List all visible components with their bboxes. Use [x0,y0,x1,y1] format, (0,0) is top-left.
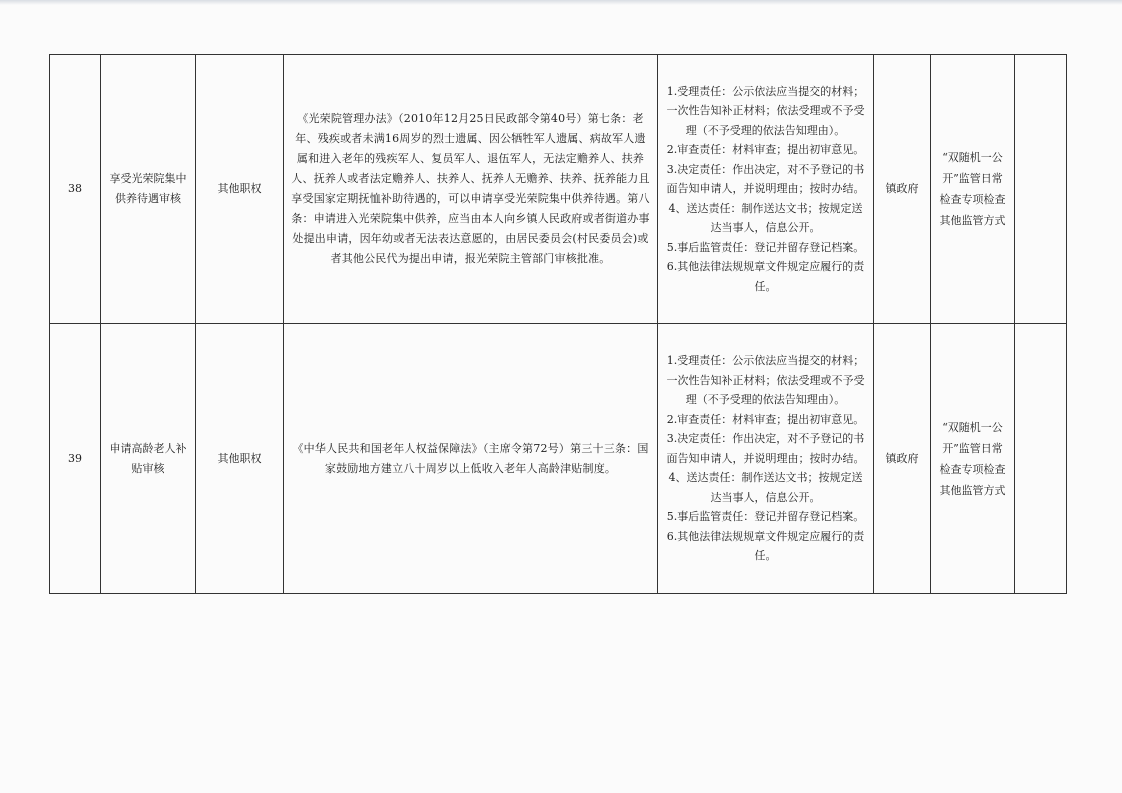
item-name: 申请高龄老人补贴审核 [101,324,196,594]
power-type: 其他职权 [196,55,284,324]
responsibility-item: 6.其他法律法规规章文件规定应履行的责任。 [666,529,865,563]
power-type: 其他职权 [196,324,284,594]
supervision-method: “双随机一公开”监管日常检查专项检查其他监管方式 [931,324,1015,594]
remark-cell [1015,55,1067,324]
item-name: 享受光荣院集中供养待遇审核 [101,55,196,324]
supervision-method: “双随机一公开”监管日常检查专项检查其他监管方式 [931,55,1015,324]
responsibility-item: 6.其他法律法规规章文件规定应履行的责任。 [666,260,865,293]
responsibility-item: 5.事后监管责任：登记并留存登记档案。 [666,510,865,524]
responsibility-list [658,324,874,594]
responsibility-item: 4、送达责任：制作送达文书；按规定送达当事人，信息公开。 [668,471,863,504]
legal-basis: 《光荣院管理办法》（2010年12月25日民政部令第40号）第七条：老年、残疾或者未满16周岁的烈士遗属、因公牺牲军人遗属、病故军人遗属和进入老年的残疾军人、复员军人、退伍军人，无法定赡养人、扶养人、抚养人或者法定赡养人、扶养人、抚养人无赡养、扶养、抚养能力且享受国家定期抚恤补助待遇的，可以申请享受光荣院集中供养待遇。第八条：申请进入光荣院集中供养，应当由本人向乡镇人民政府或者街道办事处提出申请，因年幼或者无法表达意愿的，由居民委员会(村民委员会)或者其他公民代为提出申请，报光荣院主管部门审核批准。 [284,55,658,324]
responsibility-item: 3.决定责任：作出决定，对不予登记的书面告知申请人，并说明理由；按时办结。 [666,162,865,196]
row-number: 39 [50,324,101,594]
legal-basis: 《中华人民共和国老年人权益保障法》（主席令第72号）第三十三条：国家鼓励地方建立八十周岁以上低收入老年人高龄津贴制度。 [284,324,658,594]
responsibility-item: 4、送达责任：制作送达文书；按规定送达当事人，信息公开。 [668,201,863,235]
responsible-subject: 镇政府 [874,55,931,324]
responsible-subject: 镇政府 [874,324,931,594]
table-row [50,55,1067,324]
responsibility-item: 2.审查责任：材料审查；提出初审意见。 [666,412,865,426]
responsibility-list [658,55,874,324]
remark-cell [1015,324,1067,594]
responsibility-item: 3.决定责任：作出决定，对不予登记的书面告知申请人，并说明理由；按时办结。 [666,432,865,465]
table-row [50,324,1067,594]
responsibility-item: 1.受理责任：公示依法应当提交的材料；一次性告知补正材料；依法受理或不予受理（不予受理的依法告知理由）。 [666,84,865,137]
row-number: 38 [50,55,101,324]
responsibility-item: 2.审查责任：材料审查；提出初审意见。 [666,143,865,157]
responsibility-item: 1.受理责任：公示依法应当提交的材料；一次性告知补正材料；依法受理或不予受理（不予受理的依法告知理由）。 [666,354,865,407]
power-list-table [49,54,1067,594]
scan-top-edge [0,0,1122,5]
responsibility-item: 5.事后监管责任：登记并留存登记档案。 [666,240,865,254]
